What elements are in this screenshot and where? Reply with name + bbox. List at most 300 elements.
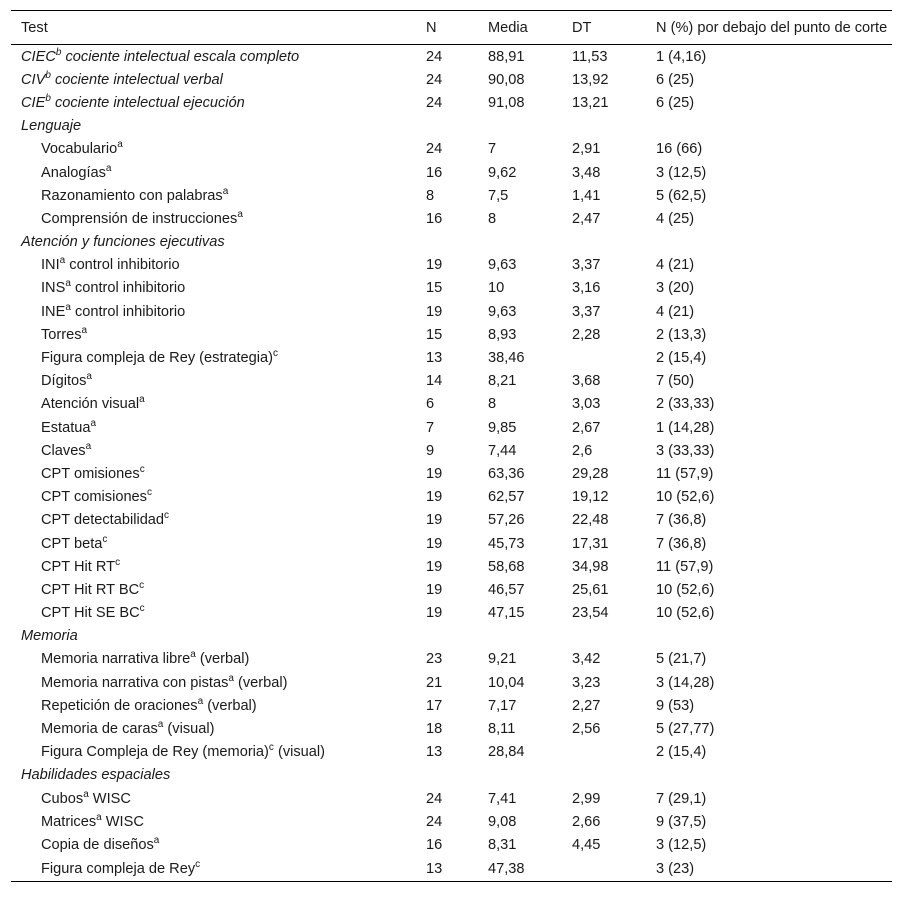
- pct-cell: 1 (14,28): [656, 419, 715, 436]
- footnote-marker: b: [45, 92, 51, 104]
- n-cell: 23: [426, 651, 443, 668]
- n-cell: 19: [426, 512, 443, 529]
- n-cell: 19: [426, 257, 443, 274]
- test-name-cell: [11, 45, 426, 69]
- test-name: CIEC: [21, 48, 56, 65]
- table-row: [11, 602, 892, 625]
- footnote-marker: a: [90, 417, 97, 429]
- dt-cell: 11,53: [572, 48, 608, 65]
- test-name-suffix: control inhibitorio: [70, 280, 186, 297]
- test-name: Estatua: [41, 419, 91, 436]
- test-name: Atención y funciones ejecutivas: [21, 234, 225, 251]
- media-cell: 7: [488, 141, 497, 158]
- pct-cell: 4 (25): [656, 210, 695, 227]
- pct-cell: 11 (57,9): [656, 465, 714, 482]
- table-row: [11, 671, 892, 694]
- table-row: [11, 207, 892, 230]
- n-cell: 24: [426, 71, 443, 88]
- test-name: CPT Hit RT: [41, 558, 116, 575]
- n-cell: 13: [426, 857, 488, 882]
- table-row: [11, 416, 892, 439]
- test-name: Figura Compleja de Rey (memoria): [41, 744, 269, 761]
- n-cell: 14: [426, 373, 443, 390]
- pct-cell: 10 (52,6): [656, 489, 715, 506]
- header-n-pct: N (%) por debajo del punto de corte: [656, 11, 892, 45]
- test-name-cell: [11, 741, 426, 764]
- test-name: CPT detectabilidad: [41, 512, 165, 529]
- test-name: CPT omisiones: [41, 465, 140, 482]
- footnote-marker: c: [115, 556, 121, 568]
- media-cell: 7,44: [488, 442, 517, 459]
- table-row: [11, 857, 892, 882]
- test-name-suffix: cociente intelectual verbal: [50, 71, 223, 88]
- test-name: Habilidades espaciales: [21, 767, 171, 784]
- dt-cell: 2,28: [572, 326, 601, 343]
- test-name-cell: [11, 462, 426, 485]
- pct-cell: 5 (62,5): [656, 187, 707, 204]
- footnote-marker: a: [81, 324, 88, 336]
- section-row: [11, 625, 892, 648]
- n-cell: 8: [426, 187, 435, 204]
- media-cell: 38,46: [488, 350, 525, 367]
- media-cell: 8,11: [488, 721, 516, 738]
- n-cell: [426, 625, 488, 648]
- table-row: [11, 833, 892, 856]
- table-body: [11, 45, 892, 882]
- test-name: Figura compleja de Rey (estrategia): [41, 350, 273, 367]
- test-name-cell: [11, 486, 426, 509]
- table-row: [11, 184, 892, 207]
- media-cell: 9,85: [488, 419, 517, 436]
- test-name-cell: [11, 787, 426, 810]
- dt-cell: 34,98: [572, 558, 609, 575]
- test-name: Analogías: [41, 164, 106, 181]
- pct-cell: 2 (33,33): [656, 396, 715, 413]
- test-name-cell: [11, 578, 426, 601]
- test-name-cell: [11, 810, 426, 833]
- pct-cell: 3 (33,33): [656, 442, 715, 459]
- test-name: Repetición de oraciones: [41, 697, 198, 714]
- footnote-marker: a: [117, 139, 123, 151]
- pct-cell: 2 (13,3): [656, 326, 707, 343]
- test-name: Lenguaje: [21, 118, 82, 135]
- test-name-cell: [11, 300, 426, 323]
- n-cell: 15: [426, 326, 443, 343]
- footnote-marker: a: [59, 255, 66, 267]
- table-row: [11, 138, 892, 161]
- dt-cell: [572, 346, 656, 369]
- test-name: CPT Hit RT BC: [41, 581, 140, 598]
- n-cell: 16: [426, 836, 443, 853]
- n-cell: 19: [426, 558, 443, 575]
- dt-cell: 3,37: [572, 257, 601, 274]
- test-name-cell: [11, 717, 426, 740]
- test-name: INI: [41, 257, 60, 274]
- media-cell: 91,08: [488, 94, 525, 111]
- footnote-marker: c: [139, 579, 145, 591]
- n-cell: [426, 115, 488, 138]
- media-cell: 58,68: [488, 558, 525, 575]
- dt-cell: 22,48: [572, 512, 609, 529]
- test-name-suffix: cociente intelectual escala completo: [61, 48, 300, 65]
- dt-cell: 2,47: [572, 210, 601, 227]
- n-cell: 21: [426, 674, 443, 691]
- footnote-marker: a: [228, 672, 234, 684]
- test-name: CPT beta: [41, 535, 103, 552]
- footnote-marker: a: [197, 695, 204, 707]
- media-cell: 8,21: [488, 373, 517, 390]
- section-row: [11, 115, 892, 138]
- dt-cell: 3,48: [572, 164, 601, 181]
- test-name-suffix: WISC: [101, 813, 144, 830]
- footnote-marker: a: [190, 649, 196, 661]
- test-name: Dígitos: [41, 373, 87, 390]
- table-row: [11, 810, 892, 833]
- footnote-marker: a: [222, 185, 229, 197]
- footnote-marker: a: [85, 440, 92, 452]
- dt-cell: 4,45: [572, 836, 601, 853]
- results-table: [11, 10, 892, 882]
- pct-cell: 2 (15,4): [656, 350, 707, 367]
- test-name-cell: [11, 184, 426, 207]
- pct-cell: [656, 764, 892, 787]
- footnote-marker: a: [153, 834, 160, 846]
- test-name: Memoria narrativa libre: [41, 651, 191, 668]
- dt-cell: [572, 625, 656, 648]
- dt-cell: [572, 231, 656, 254]
- table-row: [11, 277, 892, 300]
- test-name-cell: [11, 671, 426, 694]
- dt-cell: 13,21: [572, 94, 609, 111]
- table-row: [11, 370, 892, 393]
- pct-cell: 3 (23): [656, 857, 892, 882]
- test-name-cell: [11, 857, 426, 882]
- table-row: [11, 254, 892, 277]
- test-name-cell: [11, 764, 426, 787]
- pct-cell: [656, 231, 892, 254]
- n-cell: 24: [426, 790, 443, 807]
- header-media: Media: [488, 11, 572, 45]
- media-cell: 47,38: [488, 857, 572, 882]
- table-row: [11, 68, 892, 91]
- pct-cell: 7 (50): [656, 373, 695, 390]
- footnote-marker: c: [102, 533, 108, 545]
- dt-cell: 13,92: [572, 71, 609, 88]
- test-name-suffix: (verbal): [195, 651, 250, 668]
- test-name: Torres: [41, 326, 82, 343]
- test-name: CPT Hit SE BC: [41, 605, 140, 622]
- n-cell: 24: [426, 813, 443, 830]
- media-cell: 9,62: [488, 164, 517, 181]
- media-cell: 57,26: [488, 512, 525, 529]
- n-cell: [426, 764, 488, 787]
- pct-cell: 3 (14,28): [656, 674, 715, 691]
- test-name-cell: [11, 323, 426, 346]
- media-cell: 28,84: [488, 744, 525, 761]
- footnote-marker: a: [157, 719, 164, 731]
- footnote-marker: c: [164, 510, 170, 522]
- footnote-marker: a: [65, 301, 71, 313]
- dt-cell: 3,42: [572, 651, 601, 668]
- pct-cell: 6 (25): [656, 94, 695, 111]
- test-name-suffix: (visual): [273, 744, 325, 761]
- footnote-marker: b: [45, 69, 51, 81]
- test-name-cell: [11, 555, 426, 578]
- dt-cell: 2,56: [572, 721, 601, 738]
- n-cell: 19: [426, 489, 443, 506]
- test-name-cell: [11, 648, 426, 671]
- media-cell: 63,36: [488, 465, 525, 482]
- test-name-cell: [11, 91, 426, 114]
- table-row: [11, 45, 892, 69]
- table-row: [11, 717, 892, 740]
- n-cell: 16: [426, 164, 443, 181]
- pct-cell: 1 (4,16): [656, 48, 707, 65]
- table-row: [11, 787, 892, 810]
- media-cell: 8: [488, 396, 497, 413]
- test-name-suffix: WISC: [88, 790, 131, 807]
- section-row: [11, 231, 892, 254]
- dt-cell: 2,6: [572, 442, 593, 459]
- footnote-marker: a: [96, 811, 102, 823]
- pct-cell: 7 (36,8): [656, 512, 707, 529]
- media-cell: 9,21: [488, 651, 517, 668]
- test-name-cell: [11, 694, 426, 717]
- dt-cell: 19,12: [572, 489, 609, 506]
- n-cell: 19: [426, 303, 443, 320]
- header-n: N: [426, 11, 488, 45]
- media-cell: 47,15: [488, 605, 525, 622]
- test-name-suffix: (visual): [163, 721, 215, 738]
- footnote-marker: a: [65, 278, 71, 290]
- test-name: Figura compleja de Rey: [41, 860, 196, 877]
- media-cell: 62,57: [488, 489, 525, 506]
- media-cell: 9,08: [488, 813, 517, 830]
- test-name-cell: [11, 625, 426, 648]
- table-row: [11, 91, 892, 114]
- media-cell: 8: [488, 210, 497, 227]
- pct-cell: [656, 625, 892, 648]
- dt-cell: 3,23: [572, 674, 601, 691]
- footnote-marker: c: [139, 603, 145, 615]
- test-name: Claves: [41, 442, 86, 459]
- dt-cell: 3,68: [572, 373, 601, 390]
- table-row: [11, 462, 892, 485]
- pct-cell: 4 (21): [656, 303, 695, 320]
- test-name: Vocabulario: [41, 141, 118, 158]
- table-row: [11, 532, 892, 555]
- test-name: Copia de diseños: [41, 836, 154, 853]
- test-name: Comprensión de instrucciones: [41, 210, 238, 227]
- test-name-suffix: cociente intelectual ejecución: [50, 94, 245, 111]
- n-cell: 24: [426, 141, 443, 158]
- table-row: [11, 741, 892, 764]
- test-name: Razonamiento con palabras: [41, 187, 223, 204]
- dt-cell: 3,03: [572, 396, 601, 413]
- test-name-suffix: control inhibitorio: [70, 303, 186, 320]
- test-name-cell: [11, 115, 426, 138]
- test-name-cell: [11, 254, 426, 277]
- test-name-cell: [11, 68, 426, 91]
- media-cell: [488, 115, 572, 138]
- footnote-marker: a: [86, 371, 92, 383]
- dt-cell: [572, 115, 656, 138]
- table-row: [11, 486, 892, 509]
- test-name-cell: [11, 439, 426, 462]
- media-cell: 46,57: [488, 581, 525, 598]
- n-cell: 19: [426, 605, 443, 622]
- n-cell: 19: [426, 465, 443, 482]
- media-cell: 7,5: [488, 187, 509, 204]
- table-row: [11, 509, 892, 532]
- test-name-cell: [11, 161, 426, 184]
- dt-cell: 2,67: [572, 419, 601, 436]
- n-cell: 16: [426, 210, 443, 227]
- dt-cell: 23,54: [572, 605, 609, 622]
- media-cell: [488, 231, 572, 254]
- test-name-cell: [11, 833, 426, 856]
- test-name: Matrices: [41, 813, 97, 830]
- pct-cell: 3 (12,5): [656, 164, 707, 181]
- footnote-marker: c: [139, 463, 145, 475]
- test-name-cell: [11, 277, 426, 300]
- dt-cell: [572, 764, 656, 787]
- pct-cell: 10 (52,6): [656, 605, 715, 622]
- pct-cell: 3 (12,5): [656, 836, 707, 853]
- test-name: Memoria de caras: [41, 721, 158, 738]
- test-name-cell: [11, 509, 426, 532]
- footnote-marker: c: [268, 742, 274, 754]
- pct-cell: 7 (36,8): [656, 535, 707, 552]
- header-test: Test: [11, 11, 426, 45]
- media-cell: 7,17: [488, 697, 517, 714]
- table-row: [11, 439, 892, 462]
- dt-cell: 2,27: [572, 697, 601, 714]
- media-cell: 90,08: [488, 71, 525, 88]
- media-cell: 10: [488, 280, 505, 297]
- test-name: Cubos: [41, 790, 84, 807]
- test-name-cell: [11, 532, 426, 555]
- test-name: Memoria: [21, 628, 78, 645]
- media-cell: [488, 625, 572, 648]
- pct-cell: [656, 115, 892, 138]
- test-name-suffix: (verbal): [203, 697, 257, 714]
- media-cell: 8,93: [488, 326, 517, 343]
- n-cell: 7: [426, 419, 435, 436]
- table-row: [11, 694, 892, 717]
- dt-cell: 25,61: [572, 581, 609, 598]
- n-cell: 17: [426, 697, 443, 714]
- dt-cell: 2,99: [572, 790, 601, 807]
- footnote-marker: a: [105, 162, 112, 174]
- pct-cell: 11 (57,9): [656, 558, 714, 575]
- media-cell: 9,63: [488, 303, 517, 320]
- test-name-suffix: control inhibitorio: [65, 257, 180, 274]
- test-name: CIV: [21, 71, 46, 88]
- media-cell: [488, 764, 572, 787]
- dt-cell: 2,66: [572, 813, 601, 830]
- test-name-cell: [11, 231, 426, 254]
- dt-cell: 17,31: [572, 535, 609, 552]
- media-cell: 8,31: [488, 836, 517, 853]
- footnote-marker: a: [139, 394, 145, 406]
- test-name: CIE: [21, 94, 46, 111]
- dt-cell: 3,37: [572, 303, 601, 320]
- pct-cell: 9 (53): [656, 697, 695, 714]
- header-dt: DT: [572, 11, 656, 45]
- table-row: [11, 323, 892, 346]
- dt-cell: 1,41: [572, 187, 601, 204]
- n-cell: 24: [426, 94, 443, 111]
- table-row: [11, 555, 892, 578]
- test-name: INE: [41, 303, 66, 320]
- n-cell: 19: [426, 581, 443, 598]
- pct-cell: 5 (21,7): [656, 651, 707, 668]
- footnote-marker: c: [146, 487, 152, 499]
- test-name-cell: [11, 138, 426, 161]
- pct-cell: 16 (66): [656, 141, 703, 158]
- table-row: [11, 393, 892, 416]
- table-row: [11, 578, 892, 601]
- test-name: Atención visual: [41, 396, 140, 413]
- table-row: [11, 300, 892, 323]
- n-cell: 13: [426, 744, 443, 761]
- n-cell: [426, 231, 488, 254]
- n-cell: 9: [426, 442, 435, 459]
- test-name-suffix: (verbal): [233, 674, 288, 691]
- test-name-cell: [11, 393, 426, 416]
- pct-cell: 3 (20): [656, 280, 695, 297]
- pct-cell: 5 (27,77): [656, 721, 715, 738]
- media-cell: 88,91: [488, 48, 525, 65]
- pct-cell: 4 (21): [656, 257, 695, 274]
- media-cell: 10,04: [488, 674, 525, 691]
- footnote-marker: c: [195, 858, 201, 870]
- dt-cell: [572, 741, 656, 764]
- pct-cell: 7 (29,1): [656, 790, 707, 807]
- footnote-marker: c: [272, 348, 278, 360]
- test-name-cell: [11, 207, 426, 230]
- test-name-cell: [11, 346, 426, 369]
- dt-cell: 2,91: [572, 141, 601, 158]
- n-cell: 24: [426, 48, 443, 65]
- test-name-cell: [11, 602, 426, 625]
- footnote-marker: a: [83, 788, 89, 800]
- pct-cell: 10 (52,6): [656, 581, 715, 598]
- test-name: Memoria narrativa con pistas: [41, 674, 229, 691]
- footnote-marker: a: [237, 208, 243, 220]
- table-row: [11, 161, 892, 184]
- section-row: [11, 764, 892, 787]
- table-row: [11, 648, 892, 671]
- n-cell: 13: [426, 350, 443, 367]
- dt-cell: [572, 857, 656, 882]
- n-cell: 18: [426, 721, 443, 738]
- pct-cell: 9 (37,5): [656, 813, 707, 830]
- n-cell: 6: [426, 396, 435, 413]
- table-header-row: [11, 11, 892, 45]
- test-name-cell: [11, 416, 426, 439]
- test-name-cell: [11, 370, 426, 393]
- pct-cell: 2 (15,4): [656, 744, 707, 761]
- n-cell: 19: [426, 535, 443, 552]
- media-cell: 45,73: [488, 535, 525, 552]
- media-cell: 9,63: [488, 257, 517, 274]
- dt-cell: 29,28: [572, 465, 609, 482]
- test-name: CPT comisiones: [41, 489, 147, 506]
- media-cell: 7,41: [488, 790, 517, 807]
- test-name: INS: [41, 280, 66, 297]
